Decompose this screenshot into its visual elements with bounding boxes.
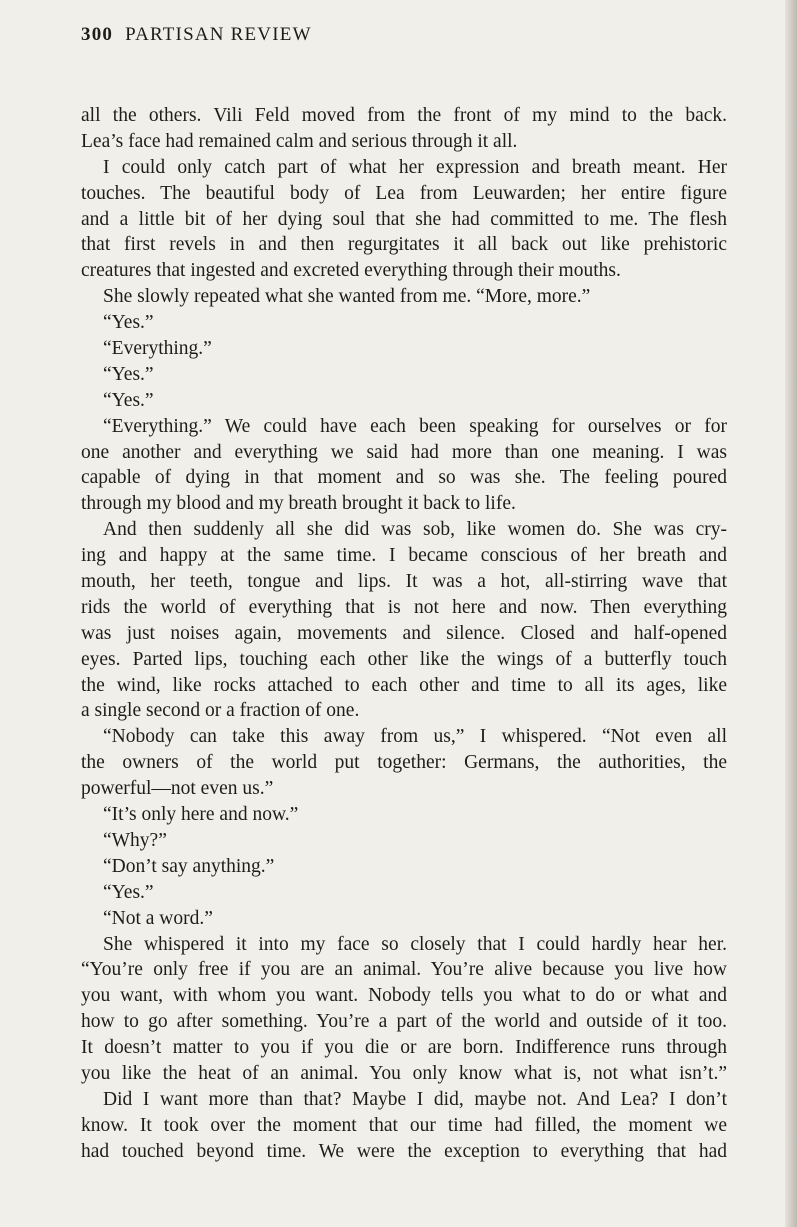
- text-line: you want, with whom you want. Nobody tells you what to do or what and: [81, 985, 727, 1007]
- text-line: I could only catch part of what her expression and breath meant. Her: [103, 156, 727, 178]
- text-line: ing and happy at the same time. I became conscious of her breath and: [81, 545, 727, 567]
- text-line: “Nobody can take this away from us,” I whispered. “Not even all: [103, 726, 727, 748]
- text-line: Did I want more than that? Maybe I did, maybe not. And Lea? I don’t: [103, 1088, 727, 1110]
- text-line: “Everything.”: [103, 338, 212, 360]
- text-line: creatures that ingested and excreted everything through their mouths.: [81, 260, 621, 282]
- running-head: [81, 24, 312, 46]
- text-line: capable of dying in that moment and so was she. The feeling poured: [81, 467, 727, 489]
- text-line: “Not a word.”: [103, 907, 213, 929]
- text-line: And then suddenly all she did was sob, like women do. She was cry-: [103, 519, 727, 541]
- text-line: powerful—not even us.”: [81, 778, 274, 800]
- text-line: “Yes.”: [103, 389, 154, 411]
- text-line: “Yes.”: [103, 312, 154, 334]
- text-line: know. It took over the moment that our time had filled, the moment we: [81, 1114, 727, 1136]
- text-line: “Yes.”: [103, 363, 154, 385]
- text-line: and a little bit of her dying soul that she had committed to me. The flesh: [81, 208, 727, 230]
- text-line: the wind, like rocks attached to each other and time to all its ages, like: [81, 674, 727, 696]
- text-line: rids the world of everything that is not here and now. Then everything: [81, 596, 727, 618]
- text-line: one another and everything we said had more than one meaning. I was: [81, 441, 727, 463]
- text-line: a single second or a fraction of one.: [81, 700, 360, 722]
- text-line: “Why?”: [103, 829, 167, 851]
- text-line: all the others. Vili Feld moved from the front of my mind to the back.: [81, 105, 727, 126]
- body-text: [81, 103, 727, 1165]
- text-line: eyes. Parted lips, touching each other like the wings of a butterfly touch: [81, 648, 727, 670]
- text-line: that first revels in and then regurgitates it all back out like prehistoric: [81, 234, 727, 256]
- text-line: “Yes.”: [103, 881, 154, 903]
- text-line: touches. The beautiful body of Lea from Leuwarden; her entire figure: [81, 182, 727, 204]
- text-line: “It’s only here and now.”: [103, 804, 299, 826]
- text-line: “Don’t say anything.”: [103, 855, 275, 877]
- text-line: the owners of the world put together: Germans, the authorities, the: [81, 752, 727, 774]
- text-line: through my blood and my breath brought it back to life.: [81, 493, 516, 515]
- text-line: was just noises again, movements and silence. Closed and half-opened: [81, 622, 727, 644]
- text-line: Lea’s face had remained calm and serious through it all.: [81, 130, 518, 152]
- page-number: 300: [81, 24, 114, 45]
- journal-title: PARTISAN REVIEW: [125, 24, 312, 45]
- text-line: mouth, her teeth, tongue and lips. It was a hot, all-stirring wave that: [81, 571, 727, 593]
- text-line: had touched beyond time. We were the exception to everything that had: [81, 1140, 727, 1162]
- text-line: how to go after something. You’re a part of the world and outside of it too.: [81, 1011, 727, 1033]
- page-edge-shadow: [785, 0, 797, 1227]
- text-line: It doesn’t matter to you if you die or are born. Indifference runs through: [81, 1037, 727, 1059]
- text-line: “Everything.” We could have each been speaking for ourselves or for: [103, 415, 727, 437]
- text-line: “You’re only free if you are an animal. You’re alive because you live how: [81, 959, 727, 981]
- text-line: you like the heat of an animal. You only know what is, not what isn’t.”: [81, 1062, 727, 1084]
- text-line: She slowly repeated what she wanted from me. “More, more.”: [103, 286, 591, 308]
- text-line: She whispered it into my face so closely that I could hardly hear her.: [103, 933, 727, 955]
